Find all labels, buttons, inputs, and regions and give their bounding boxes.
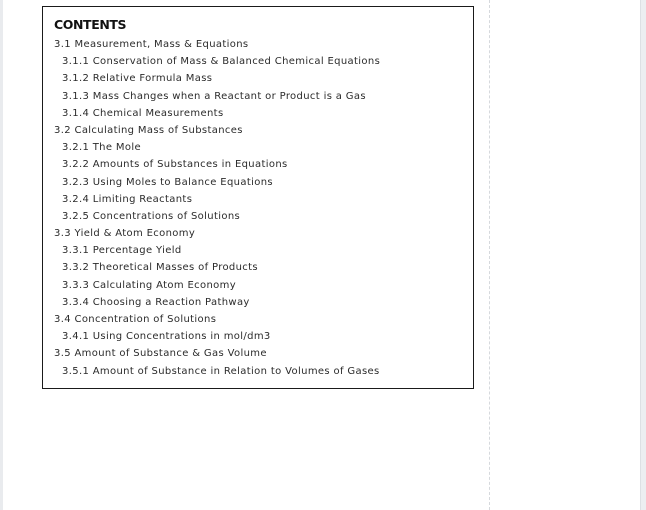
- toc-item-3-2-2[interactable]: 3.2.2 Amounts of Substances in Equations: [62, 159, 288, 171]
- toc-item-3-2-1[interactable]: 3.2.1 The Mole: [62, 142, 141, 154]
- column-divider: [489, 0, 490, 510]
- right-scroll-edge: [640, 0, 646, 510]
- toc-item-3-4[interactable]: 3.4 Concentration of Solutions: [54, 314, 217, 325]
- toc-item-3-1[interactable]: 3.1 Measurement, Mass & Equations: [54, 39, 249, 50]
- toc-item-3-3-4[interactable]: 3.3.4 Choosing a Reaction Pathway: [62, 296, 250, 308]
- toc-item-3-5[interactable]: 3.5 Amount of Substance & Gas Volume: [54, 348, 267, 360]
- toc-item-3-1-4[interactable]: 3.1.4 Chemical Measurements: [62, 107, 224, 119]
- toc-item-3-1-3[interactable]: 3.1.3 Mass Changes when a Reactant or Product is a Gas: [62, 90, 366, 102]
- left-page-edge: [0, 0, 3, 510]
- toc-item-3-2-4[interactable]: 3.2.4 Limiting Reactants: [62, 193, 193, 205]
- toc-item-3-3-2[interactable]: 3.3.2 Theoretical Masses of Products: [62, 262, 258, 274]
- toc-item-3-2-3[interactable]: 3.2.3 Using Moles to Balance Equations: [62, 176, 273, 188]
- toc-item-3-2-5[interactable]: 3.2.5 Concentrations of Solutions: [62, 210, 241, 222]
- toc-item-3-1-1[interactable]: 3.1.1 Conservation of Mass & Balanced Chemical Equations: [62, 56, 381, 68]
- table-of-contents: [42, 6, 474, 389]
- toc-title: CONTENTS: [54, 17, 127, 32]
- toc-item-3-5-1[interactable]: 3.5.1 Amount of Substance in Relation to Volumes of Gases: [62, 365, 380, 377]
- toc-item-3-4-1[interactable]: 3.4.1 Using Concentrations in mol/dm3: [62, 331, 271, 343]
- toc-item-3-3-1[interactable]: 3.3.1 Percentage Yield: [62, 245, 182, 257]
- toc-item-3-3-3[interactable]: 3.3.3 Calculating Atom Economy: [62, 279, 236, 291]
- toc-item-3-3[interactable]: 3.3 Yield & Atom Economy: [54, 228, 196, 240]
- toc-item-3-2[interactable]: 3.2 Calculating Mass of Substances: [54, 124, 243, 136]
- toc-item-3-1-2[interactable]: 3.1.2 Relative Formula Mass: [62, 73, 213, 85]
- toc-list: [54, 36, 473, 380]
